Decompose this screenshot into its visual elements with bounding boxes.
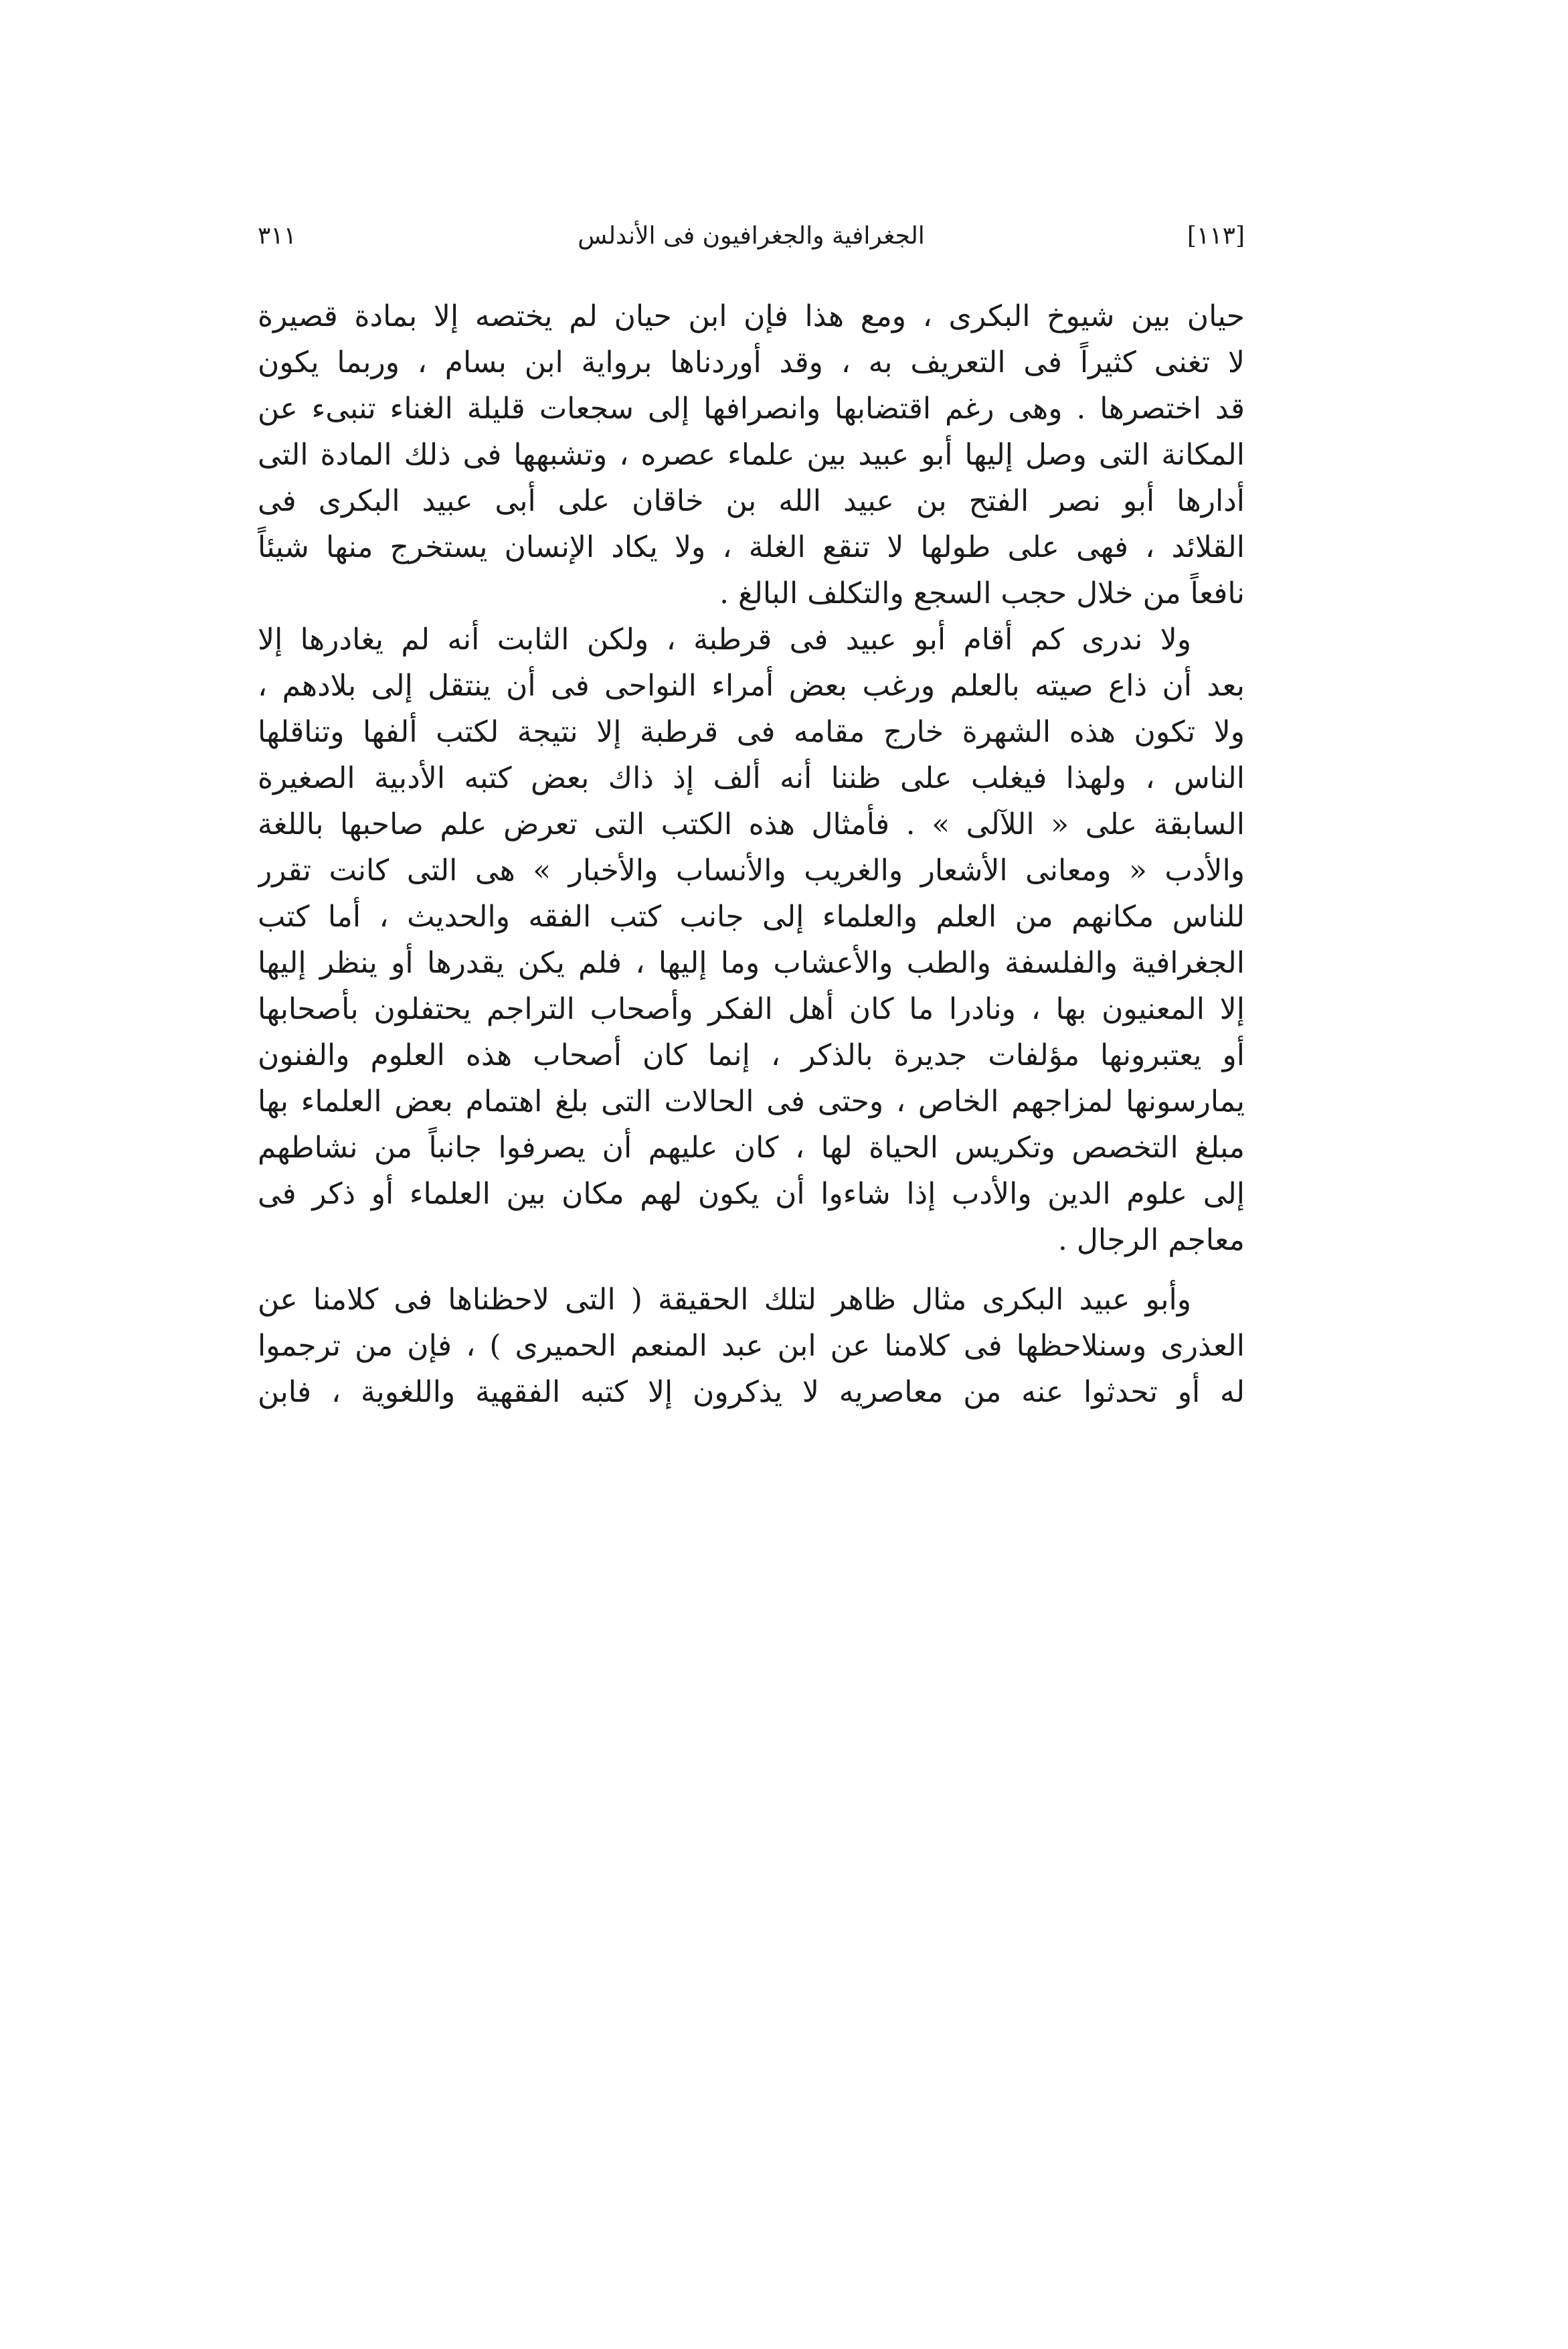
text-line: إلا المعنيون بها ، ونادرا ما كان أهل الفكر وأصحاب التراجم يحتفلون بأصحابها [258,992,1245,1026]
text-line: يمارسونها لمزاجهم الخاص ، وحتى فى الحالات التى بلغ اهتمام بعض العلماء بها [258,1084,1245,1119]
text-line: أدارها أبو نصر الفتح بن عبيد الله بن خاقان على أبى عبيد البكرى فى [258,484,1245,518]
page-number: ٣١١ [258,222,297,250]
running-header [258,213,1245,260]
text-line: المكانة التى وصل إليها أبو عبيد بين علماء عصره ، وتشبهها فى ذلك المادة التى [258,438,1245,472]
text-line: لا تغنى كثيراً فى التعريف به ، وقد أوردناها برواية ابن بسام ، وربما يكون [258,345,1245,380]
body-text [258,293,1245,1415]
text-line: ولا ندرى كم أقام أبو عبيد فى قرطبة ، ولكن الثابت أنه لم يغادرها إلا [258,623,1191,657]
paragraph-3 [258,1277,1245,1415]
folio-number: [١١٣] [1187,222,1245,250]
paragraph-gap [258,1263,1245,1277]
text-line: نافعاً من خلال حجب السجع والتكلف البالغ . [719,576,1245,611]
text-line: الناس ، ولهذا فيغلب على ظننا أنه ألف إذ ذاك بعض كتبه الأدبية الصغيرة [258,761,1245,795]
text-line: للناس مكانهم من العلم والعلماء إلى جانب كتب الفقه والحديث ، أما كتب [258,900,1245,934]
text-line: معاجم الرجال . [1057,1223,1245,1257]
text-line: حيان بين شيوخ البكرى ، ومع هذا فإن ابن حيان لم يختصه إلا بمادة قصيرة [258,299,1245,333]
text-line: له أو تحدثوا عنه من معاصريه لا يذكرون إلا كتبه الفقهية واللغوية ، فابن [258,1375,1245,1409]
text-line: أو يعتبرونها مؤلفات جديرة بالذكر ، إنما كان أصحاب هذه العلوم والفنون [258,1038,1245,1072]
text-line: ولا تكون هذه الشهرة خارج مقامه فى قرطبة إلا نتيجة لكتب ألفها وتناقلها [258,715,1245,749]
text-line: السابقة على « اللآلى » . فأمثال هذه الكتب التى تعرض علم صاحبها باللغة [258,807,1245,841]
paragraph-2 [258,617,1245,1263]
text-line: الجغرافية والفلسفة والطب والأعشاب وما إليها ، فلم يكن يقدرها أو ينظر إليها [258,946,1245,980]
text-line: إلى علوم الدين والأدب إذا شاءوا أن يكون لهم مكان بين العلماء أو ذكر فى [258,1177,1245,1211]
text-line: مبلغ التخصص وتكريس الحياة لها ، كان عليهم أن يصرفوا جانباً من نشاطهم [258,1131,1245,1165]
text-line: العذرى وسنلاحظها فى كلامنا عن ابن عبد المنعم الحميرى ) ، فإن من ترجموا [258,1329,1245,1363]
text-line: قد اختصرها . وهى رغم اقتضابها وانصرافها إلى سجعات قليلة الغناء تنبىء عن [258,392,1245,426]
text-line: وأبو عبيد البكرى مثال ظاهر لتلك الحقيقة ( التى لاحظناها فى كلامنا عن [258,1283,1191,1317]
text-line: والأدب « ومعانى الأشعار والغريب والأنساب والأخبار » هى التى كانت تقرر [258,854,1245,888]
text-line: القلائد ، فهى على طولها لا تنقع الغلة ، ولا يكاد الإنسان يستخرج منها شيئاً [258,530,1245,564]
text-line: بعد أن ذاع صيته بالعلم ورغب بعض أمراء النواحى فى أن ينتقل إلى بلادهم ، [258,669,1245,703]
paragraph-1 [258,293,1245,617]
running-title: الجغرافية والجغرافيون فى الأندلس [578,222,925,250]
